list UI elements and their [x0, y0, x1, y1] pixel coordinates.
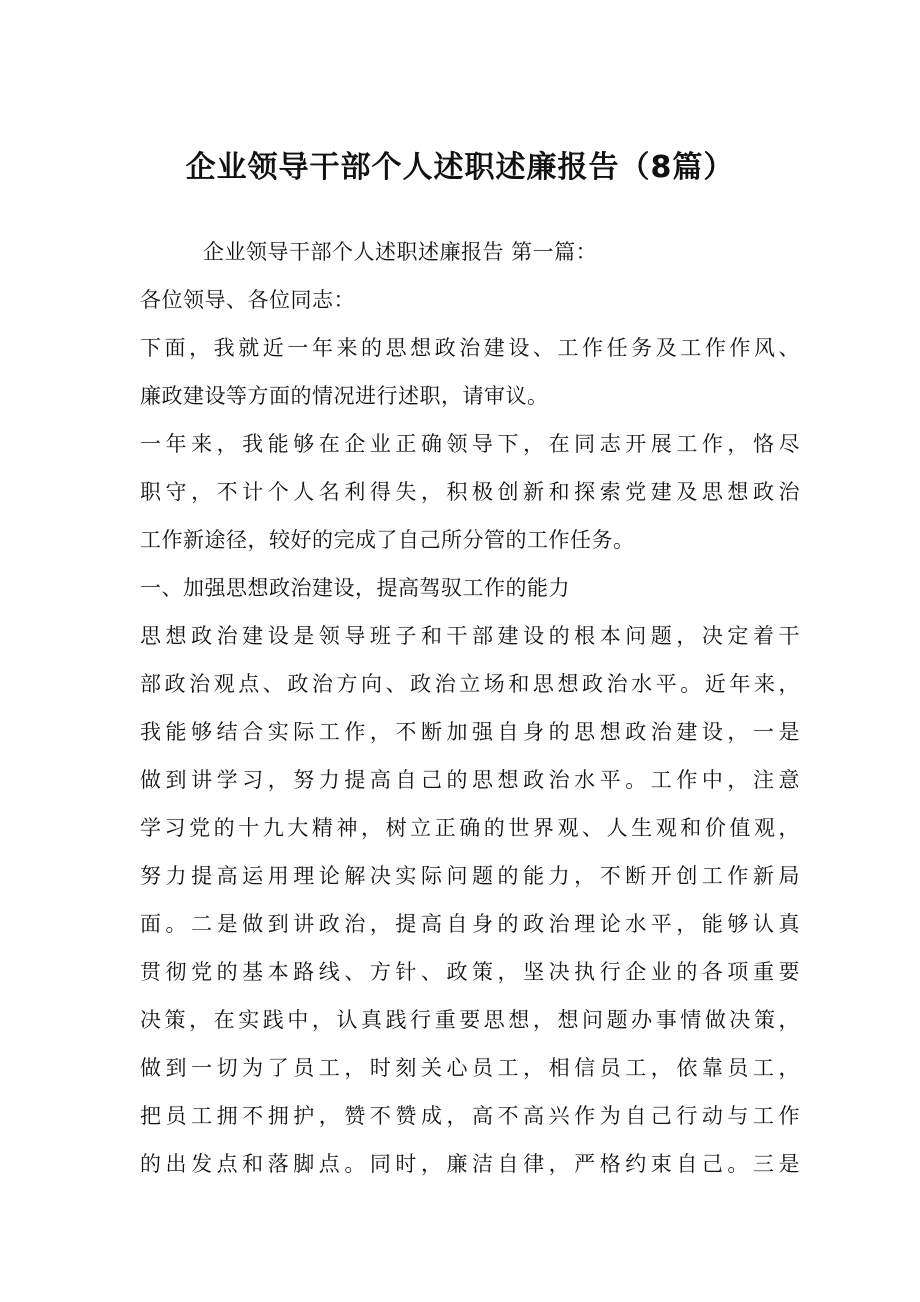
body-line: 我能够结合实际工作，不断加强自身的思想政治建设，一是	[140, 720, 800, 744]
body-line: 部政治观点、政治方向、政治立场和思想政治水平。近年来，	[140, 672, 800, 696]
body-line: 思想政治建设是领导班子和干部建设的根本问题，决定着干	[140, 624, 800, 648]
body-line: 一年来，我能够在企业正确领导下，在同志开展工作，恪尽	[140, 432, 800, 456]
body-line: 贯彻党的基本路线、方针、政策，坚决执行企业的各项重要	[140, 960, 800, 984]
body-line: 把员工拥不拥护，赞不赞成，高不高兴作为自己行动与工作	[140, 1104, 800, 1128]
salutation: 各位领导、各位同志：	[140, 288, 355, 312]
body-line: 廉政建设等方面的情况进行述职，请审议。	[140, 384, 549, 408]
body-line: 下面，我就近一年来的思想政治建设、工作任务及工作作风、	[140, 336, 800, 360]
body-line: 职守，不计个人名利得失，积极创新和探索党建及思想政治	[140, 480, 800, 504]
body-line: 努力提高运用理论解决实际问题的能力，不断开创工作新局	[140, 864, 800, 888]
body-line: 面。二是做到讲政治，提高自身的政治理论水平，能够认真	[140, 912, 800, 936]
section-heading-first: 企业领导干部个人述职述廉报告 第一篇：	[203, 240, 598, 264]
body-line: 工作新途径，较好的完成了自己所分管的工作任务。	[140, 528, 635, 552]
body-line: 的出发点和落脚点。同时，廉洁自律，严格约束自己。三是	[140, 1152, 800, 1176]
body-line: 做到一切为了员工，时刻关心员工，相信员工，依靠员工，	[140, 1056, 800, 1080]
document-title: 企业领导干部个人述职述廉报告（8篇）	[185, 150, 735, 185]
section-heading: 一、加强思想政治建设，提高驾驭工作的能力	[140, 576, 570, 600]
body-line: 做到讲学习，努力提高自己的思想政治水平。工作中，注意	[140, 768, 800, 792]
body-line: 学习党的十九大精神，树立正确的世界观、人生观和价值观，	[140, 816, 800, 840]
document-body	[140, 228, 800, 1188]
body-line: 决策，在实践中，认真践行重要思想，想问题办事情做决策，	[140, 1008, 800, 1032]
